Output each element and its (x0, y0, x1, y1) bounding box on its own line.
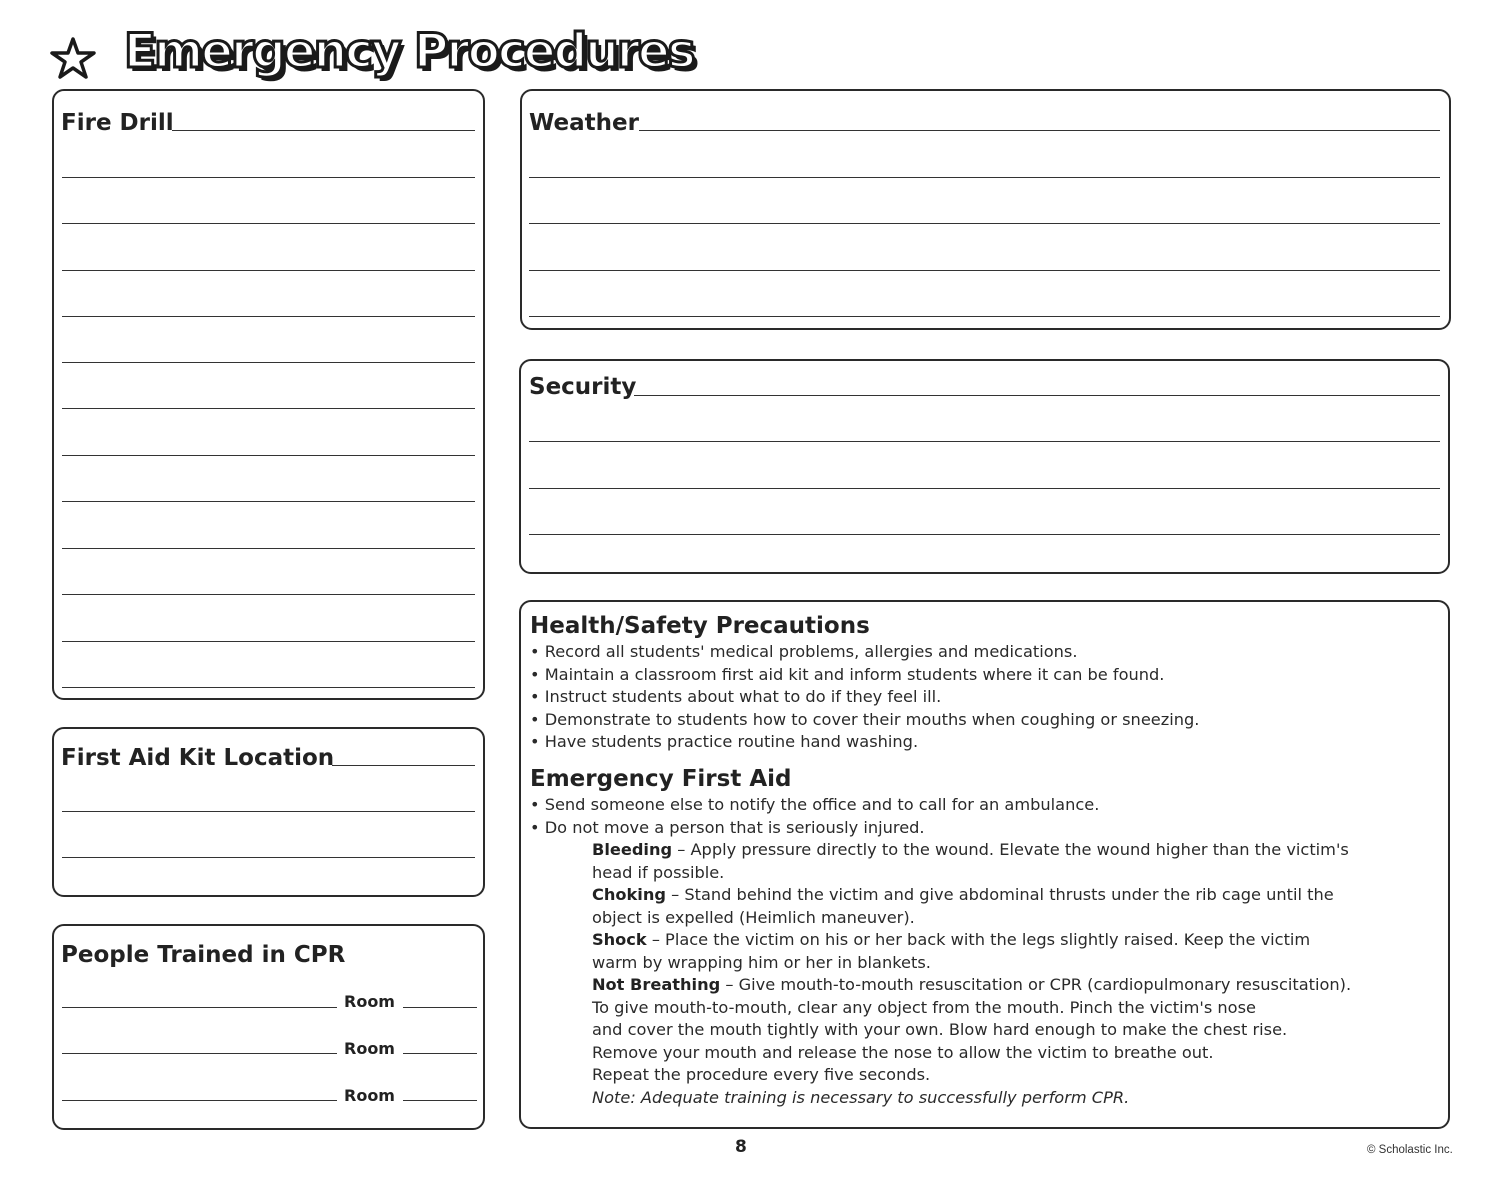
weather-heading: Weather (529, 110, 645, 136)
bleeding-term: Bleeding (592, 840, 673, 859)
fire-drill-line[interactable] (62, 455, 475, 456)
list-item: • Instruct students about what to do if they feel ill. (530, 687, 942, 706)
weather-line[interactable] (639, 130, 1440, 131)
list-item: • Record all students' medical problems, allergies and medications. (530, 642, 1078, 661)
first-aid-kit-heading: First Aid Kit Location (61, 745, 340, 771)
cpr-name-line[interactable] (62, 1007, 337, 1008)
cpr-training-note: Note: Adequate training is necessary to successfully perform CPR. (592, 1087, 1130, 1107)
security-line[interactable] (529, 441, 1440, 442)
security-line[interactable] (634, 395, 1440, 396)
shock-text-cont: warm by wrapping him or her in blankets. (592, 952, 931, 972)
not-breathing-text: – Give mouth-to-mouth resuscitation or CPR (cardiopulmonary resuscitation). (720, 975, 1352, 994)
fire-drill-line[interactable] (62, 641, 475, 642)
fire-drill-line[interactable] (62, 316, 475, 317)
bleeding-text-cont: head if possible. (592, 862, 725, 882)
fire-drill-line[interactable] (62, 177, 475, 178)
weather-line[interactable] (529, 270, 1440, 271)
cpr-room-line[interactable] (403, 1100, 477, 1101)
star-icon (48, 36, 98, 80)
list-item: • Have students practice routine hand washing. (530, 732, 919, 751)
fire-drill-heading: Fire Drill (61, 110, 180, 136)
weather-line[interactable] (529, 177, 1440, 178)
fire-drill-line[interactable] (62, 408, 475, 409)
fire-drill-line[interactable] (172, 130, 475, 131)
choking-text: – Stand behind the victim and give abdominal thrusts under the rib cage until the (665, 885, 1334, 904)
cpr-room-line[interactable] (403, 1053, 477, 1054)
choking-instruction (530, 884, 1351, 907)
health-safety-heading: Health/Safety Precautions (530, 613, 870, 639)
fire-drill-line[interactable] (62, 501, 475, 502)
security-heading: Security (529, 374, 642, 400)
list-item: • Demonstrate to students how to cover their mouths when coughing or sneezing. (530, 709, 1200, 729)
cpr-name-line[interactable] (62, 1053, 337, 1054)
security-section (519, 359, 1450, 574)
copyright: © Scholastic Inc. (1367, 1144, 1453, 1156)
emergency-first-aid-heading: Emergency First Aid (530, 766, 792, 792)
fire-drill-line[interactable] (62, 687, 475, 688)
bleeding-text: – Apply pressure directly to the wound. Elevate the wound higher than the victim's (672, 840, 1349, 859)
page-number: 8 (735, 1137, 747, 1157)
list-item: • Do not move a person that is seriously injured. (530, 817, 925, 837)
not-breathing-text-cont: and cover the mouth tightly with your own. Blow hard enough to make the chest rise. (592, 1020, 1288, 1039)
weather-section (520, 89, 1451, 330)
not-breathing-text-cont: Repeat the procedure every five seconds. (592, 1065, 931, 1084)
fire-drill-line[interactable] (62, 548, 475, 549)
cpr-name-line[interactable] (62, 1100, 337, 1101)
page-title: Emergency Procedures (124, 24, 694, 79)
room-label: Room (344, 1086, 395, 1105)
cpr-heading: People Trained in CPR (61, 942, 351, 968)
fire-drill-line[interactable] (62, 270, 475, 271)
list-item: • Send someone else to notify the office and to call for an ambulance. (530, 795, 1100, 814)
cpr-room-line[interactable] (403, 1007, 477, 1008)
not-breathing-text-cont: To give mouth-to-mouth, clear any object from the mouth. Pinch the victim's nose (592, 997, 1256, 1017)
choking-term: Choking (592, 885, 666, 904)
health-safety-content (530, 611, 1199, 754)
shock-instruction (530, 929, 1351, 952)
choking-text-cont: object is expelled (Heimlich maneuver). (592, 907, 915, 927)
fire-drill-section (52, 89, 485, 700)
shock-text: – Place the victim on his or her back with the legs slightly raised. Keep the victim (646, 930, 1311, 949)
first-aid-kit-line[interactable] (62, 857, 475, 858)
bleeding-instruction (530, 839, 1351, 862)
not-breathing-text-cont: Remove your mouth and release the nose to allow the victim to breathe out. (592, 1042, 1214, 1062)
fire-drill-line[interactable] (62, 594, 475, 595)
emergency-first-aid-content (530, 764, 1351, 1109)
room-label: Room (344, 992, 395, 1011)
not-breathing-instruction (530, 974, 1351, 997)
not-breathing-term: Not Breathing (592, 975, 721, 994)
first-aid-kit-line[interactable] (62, 811, 475, 812)
first-aid-kit-line[interactable] (332, 765, 475, 766)
weather-line[interactable] (529, 316, 1440, 317)
security-line[interactable] (529, 534, 1440, 535)
list-item: • Maintain a classroom first aid kit and inform students where it can be found. (530, 664, 1165, 684)
room-label: Room (344, 1039, 395, 1058)
fire-drill-line[interactable] (62, 223, 475, 224)
fire-drill-line[interactable] (62, 362, 475, 363)
security-line[interactable] (529, 488, 1440, 489)
shock-term: Shock (592, 930, 647, 949)
weather-line[interactable] (529, 223, 1440, 224)
